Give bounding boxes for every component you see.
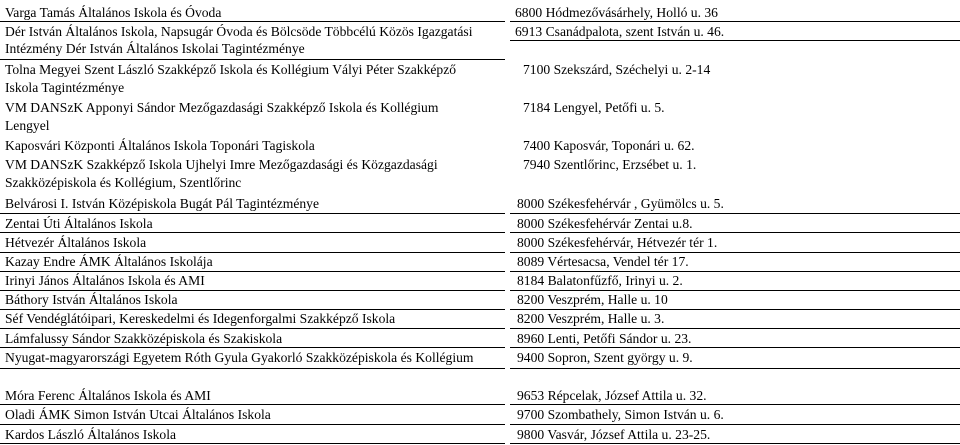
row-divider: [510, 21, 960, 22]
table-row: [0, 23, 960, 59]
row-divider: [0, 368, 505, 369]
row-divider: [510, 443, 960, 444]
table-row: [0, 406, 960, 424]
school-address: 9800 Vasvár, József Attila u. 23-25.: [517, 427, 711, 442]
school-address: 8200 Veszprém, Halle u. 3.: [517, 311, 665, 326]
row-divider: [0, 443, 505, 444]
row-divider: [0, 424, 505, 425]
school-name-line: Szakközépiskola és Kollégium, Szentlőrinc: [5, 175, 242, 190]
row-divider: [510, 40, 960, 41]
school-name-line: Lengyel: [5, 118, 50, 133]
school-address: 9700 Szombathely, Simon István u. 6.: [517, 407, 724, 422]
table-row: [0, 387, 960, 405]
row-divider: [0, 213, 505, 214]
school-address: 7940 Szentlőrinc, Erzsébet u. 1.: [523, 157, 697, 172]
table-row: [0, 426, 960, 444]
row-divider: [0, 347, 505, 348]
school-name: Irinyi János Általános Iskola és AMI: [5, 273, 205, 288]
school-name-line: VM DANSzK Apponyi Sándor Mezőgazdasági Szakképző Iskola és Kollégium: [5, 100, 439, 115]
school-name: Kazay Endre ÁMK Általános Iskolája: [5, 254, 213, 269]
row-divider: [510, 347, 960, 348]
row-divider: [510, 424, 960, 425]
table-row: [0, 137, 960, 155]
school-name: Kardos László Általános Iskola: [5, 427, 177, 442]
table-row: [0, 4, 960, 22]
school-address: 9653 Répcelak, József Attila u. 32.: [517, 388, 707, 403]
table-row: [0, 156, 960, 192]
school-name: Oladi ÁMK Simon István Utcai Általános Iskola: [5, 407, 271, 422]
row-divider: [0, 328, 505, 329]
school-address: 8000 Székesfehérvár Zentai u.8.: [517, 216, 693, 231]
school-name: Kaposvári Központi Általános Iskola Toponári Tagiskola: [5, 138, 315, 153]
school-address: 9400 Sopron, Szent györgy u. 9.: [517, 350, 693, 365]
row-divider: [0, 404, 505, 405]
school-address: 8089 Vértesacsa, Vendel tér 17.: [517, 254, 689, 269]
school-name: Móra Ferenc Általános Iskola és AMI: [5, 388, 211, 403]
row-divider: [0, 21, 505, 22]
table-row: [0, 349, 960, 367]
school-name: Hétvezér Általános Iskola: [5, 235, 147, 250]
row-divider: [510, 232, 960, 233]
table-row: [0, 291, 960, 309]
row-divider: [510, 404, 960, 405]
school-address: 6800 Hódmezővásárhely, Holló u. 36: [515, 5, 718, 20]
school-name-line: Dér István Általános Iskola, Napsugár Óvoda és Bölcsöde Többcélú Közös Igazgatási: [5, 24, 473, 39]
school-address: 8000 Székesfehérvár , Gyümölcs u. 5.: [517, 196, 724, 211]
table-row: [0, 99, 960, 135]
school-name: Báthory István Általános Iskola: [5, 292, 178, 307]
table-row: [0, 272, 960, 290]
school-name: Lámfalussy Sándor Szakközépiskola és Szakiskola: [5, 331, 283, 346]
school-name-line: Tolna Megyei Szent László Szakképző Iskola és Kollégium Vályi Péter Szakképző: [5, 62, 457, 77]
school-address: 6913 Csanádpalota, szent István u. 46.: [515, 24, 725, 39]
school-address: 7184 Lengyel, Petőfi u. 5.: [523, 100, 665, 115]
school-address: 8184 Balatonfűzfő, Irinyi u. 2.: [517, 273, 683, 288]
table-row: [0, 215, 960, 233]
school-name: Zentai Úti Általános Iskola: [5, 216, 153, 231]
school-name-line: Iskola Tagintézménye: [5, 80, 125, 95]
table-row: [0, 195, 960, 213]
row-divider: [510, 328, 960, 329]
school-name: Varga Tamás Általános Iskola és Óvoda: [5, 5, 222, 20]
row-divider: [510, 368, 960, 369]
school-address: 7100 Szekszárd, Széchelyi u. 2-14: [523, 62, 711, 77]
school-name-line: Intézmény Dér István Általános Iskolai Tagintézménye: [5, 41, 305, 56]
table-row: [0, 330, 960, 348]
table-row: [0, 253, 960, 271]
school-name: Belvárosi I. István Középiskola Bugát Pál Tagintézménye: [5, 196, 320, 211]
school-address: 8000 Székesfehérvár, Hétvezér tér 1.: [517, 235, 718, 250]
school-address: 8960 Lenti, Petőfi Sándor u. 23.: [517, 331, 692, 346]
school-address: 7400 Kaposvár, Toponári u. 62.: [523, 138, 695, 153]
school-name-line: VM DANSzK Szakképző Iskola Ujhelyi Imre Mezőgazdasági és Közgazdasági: [5, 157, 438, 172]
school-name: Séf Vendéglátóipari, Kereskedelmi és Idegenforgalmi Szakképző Iskola: [5, 311, 396, 326]
table-row: [0, 234, 960, 252]
row-divider: [0, 59, 505, 60]
row-divider: [0, 232, 505, 233]
table-row: [0, 310, 960, 328]
row-divider: [510, 213, 960, 214]
school-name: Nyugat-magyarországi Egyetem Róth Gyula Gyakorló Szakközépiskola és Kollégium: [5, 350, 474, 365]
school-address: 8200 Veszprém, Halle u. 10: [517, 292, 668, 307]
table-row: [0, 61, 960, 97]
